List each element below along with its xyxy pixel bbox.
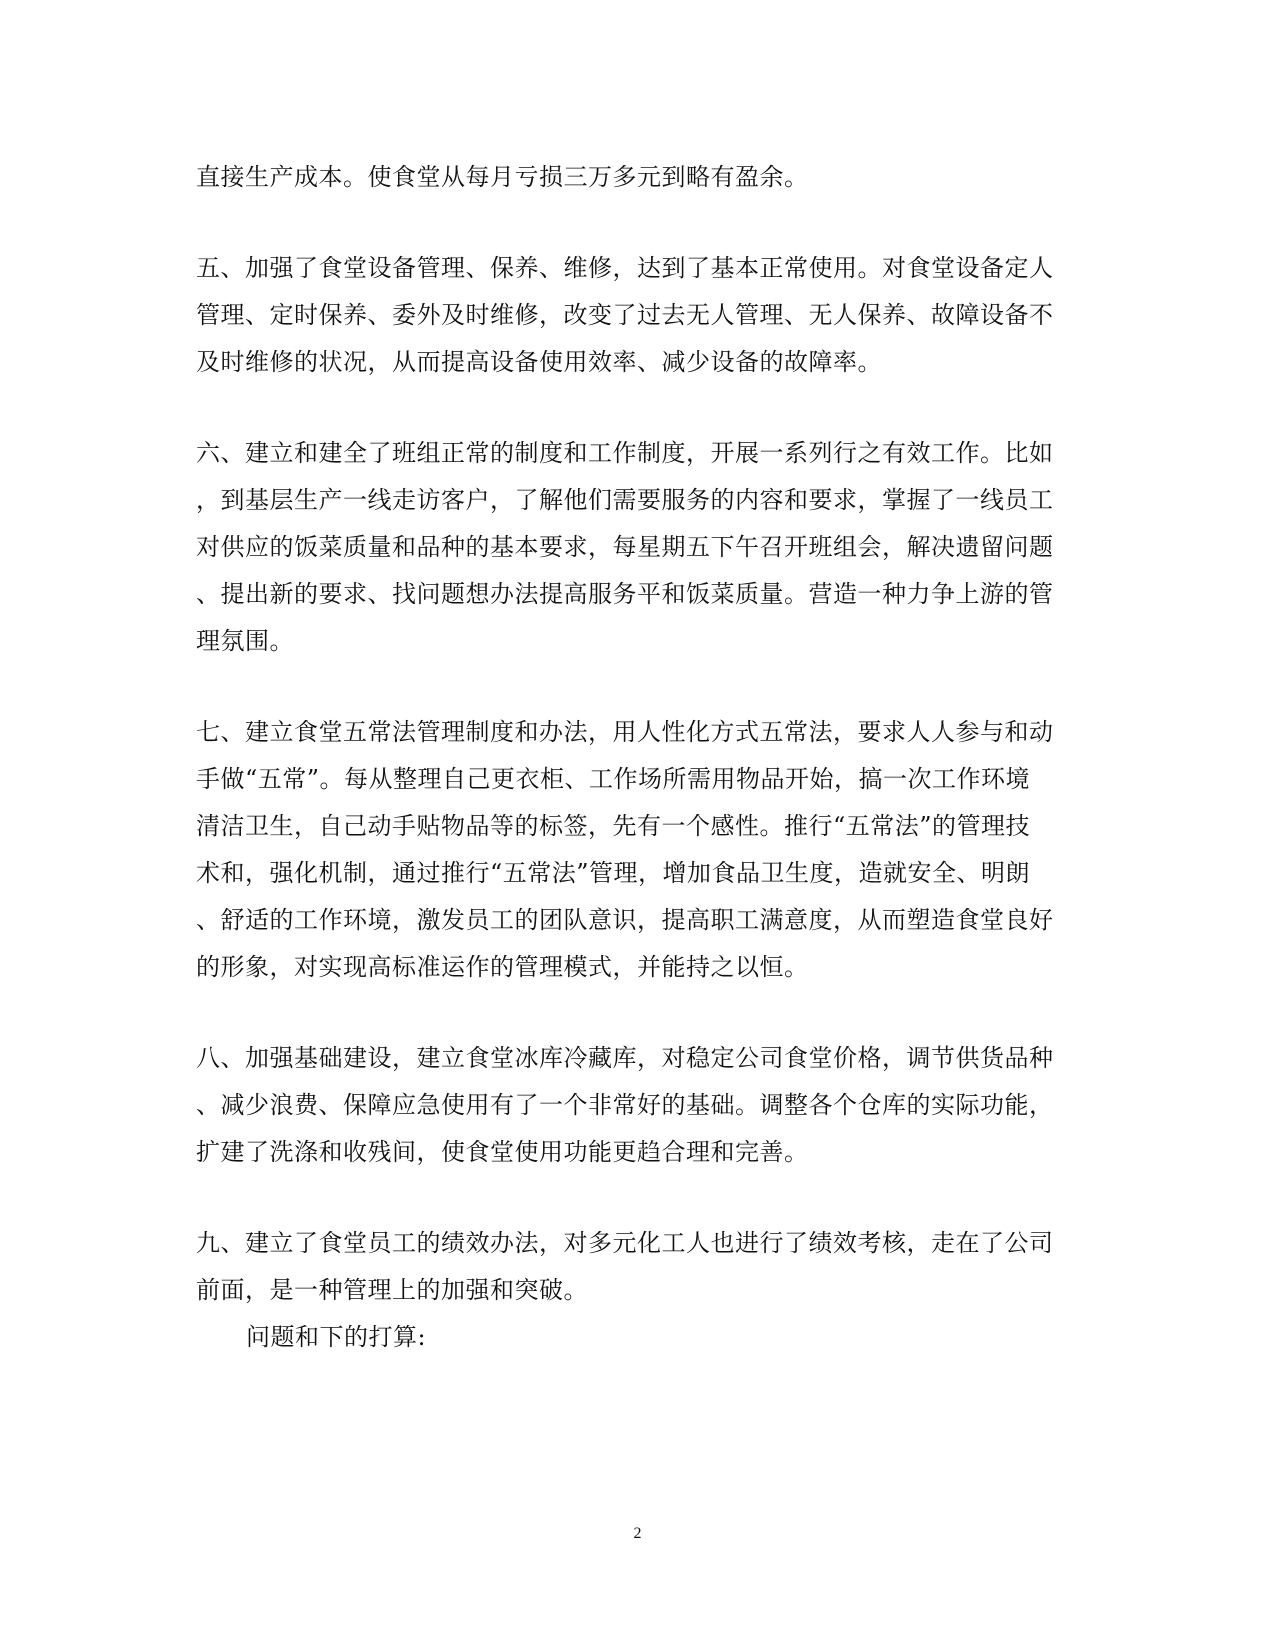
text-line: 清洁卫生，自己动手贴物品等的标签，先有一个感性。推行“五常法”的管理技	[196, 812, 1031, 840]
text-line: 理氛围。	[196, 627, 294, 655]
text-line: 五、加强了食堂设备管理、保养、维修，达到了基本正常使用。对食堂设备定人	[196, 254, 1054, 282]
text-line: 六、建立和建全了班组正常的制度和工作制度，开展一系列行之有效工作。比如	[196, 439, 1054, 467]
text-line: 、提出新的要求、找问题想办法提高服务平和饭菜质量。营造一种力争上游的管	[196, 580, 1054, 608]
text-line: 扩建了洗涤和收残间，使食堂使用功能更趋合理和完善。	[196, 1138, 809, 1166]
text-line: 的形象，对实现高标准运作的管理模式，并能持之以恒。	[196, 953, 809, 981]
text-line: 、减少浪费、保障应急使用有了一个非常好的基础。调整各个仓库的实际功能，	[196, 1091, 1054, 1119]
text-line: 七、建立食堂五常法管理制度和办法，用人性化方式五常法，要求人人参与和动	[196, 718, 1054, 746]
text-line: 及时维修的状况，从而提高设备使用效率、减少设备的故障率。	[196, 348, 882, 376]
section-heading: 问题和下的打算:	[246, 1323, 427, 1351]
text-line: 管理、定时保养、委外及时维修，改变了过去无人管理、无人保养、故障设备不	[196, 301, 1054, 329]
text-line: 前面，是一种管理上的加强和突破。	[196, 1276, 588, 1304]
text-line: 手做“五常”。每从整理自己更衣柜、工作场所需用物品开始，搞一次工作环境	[196, 765, 1031, 793]
text-line: 术和，强化机制，通过推行“五常法”管理，增加食品卫生度，造就安全、明朗	[196, 859, 1031, 887]
text-line: 九、建立了食堂员工的绩效办法，对多元化工人也进行了绩效考核，走在了公司	[196, 1229, 1054, 1257]
text-line: 对供应的饭菜质量和品种的基本要求，每星期五下午召开班组会，解决遗留问题	[196, 533, 1054, 561]
text-line: ，到基层生产一线走访客户，了解他们需要服务的内容和要求，掌握了一线员工	[196, 486, 1054, 514]
text-line: 、舒适的工作环境，激发员工的团队意识，提高职工满意度，从而塑造食堂良好	[196, 906, 1054, 934]
text-line: 八、加强基础建设，建立食堂冰库冷藏库，对稳定公司食堂价格，调节供货品种	[196, 1044, 1054, 1072]
text-line: 直接生产成本。使食堂从每月亏损三万多元到略有盈余。	[196, 163, 809, 191]
page-number: 2	[633, 1525, 642, 1542]
